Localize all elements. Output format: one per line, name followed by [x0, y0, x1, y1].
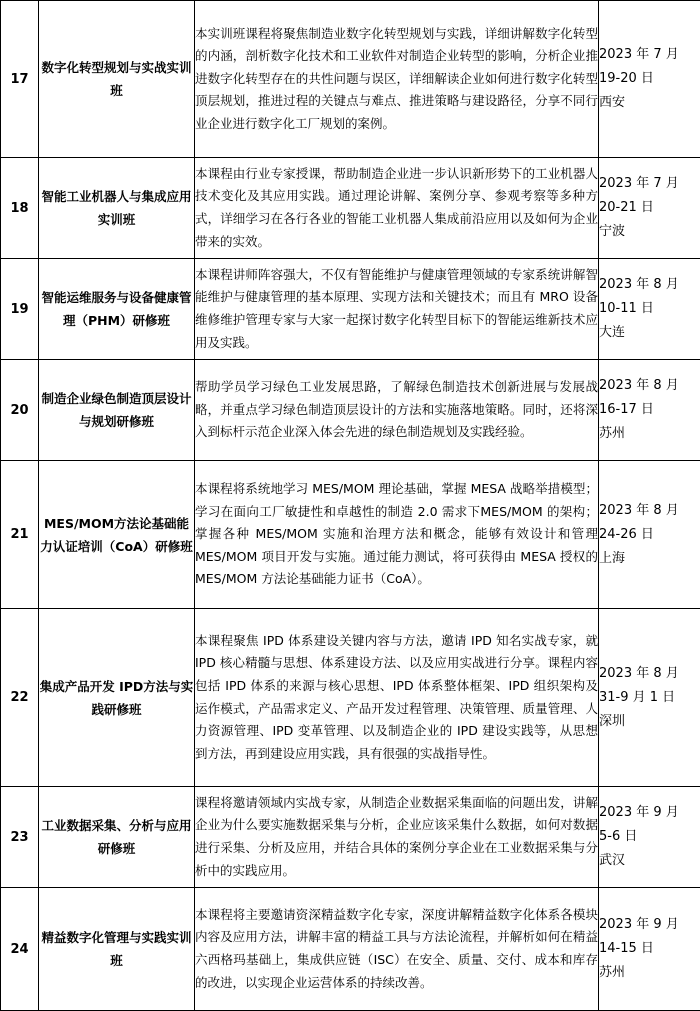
course-date-location	[599, 888, 700, 1011]
course-number: 24	[1, 888, 39, 1011]
course-date-days: 24-26 日	[599, 523, 700, 547]
course-city: 西安	[599, 91, 700, 115]
course-date-month: 2023 年 9 月	[599, 801, 700, 825]
course-title: 数字化转型规划与实战实训班	[39, 1, 195, 158]
course-city: 上海	[599, 547, 700, 571]
course-title: 工业数据采集、分析与应用研修班	[39, 787, 195, 888]
course-number: 17	[1, 1, 39, 158]
course-description: 本课程聚焦 IPD 体系建设关键内容与方法，邀请 IPD 知名实战专家，就 IPD 核心精髓与思想、体系建设方法、以及应用实战进行分享。课程内容包括 IPD 体系的来源与核心思想、IPD 体系整体框架、IPD 组织架构及运作模式，产品需求定义、产品开发过程管理、决策管理、质量管理、人力资源管理、IPD 变革管理、以及制造企业的 IPD 建设实践等，从思想到方法，再到建设应用实践，具有很强的实战指导性。	[195, 609, 599, 787]
course-city: 武汉	[599, 849, 700, 873]
course-date-month: 2023 年 9 月	[599, 913, 700, 937]
table-row	[1, 1, 700, 158]
course-number: 19	[1, 259, 39, 360]
table-row	[1, 888, 700, 1011]
course-date-days: 14-15 日	[599, 937, 700, 961]
course-description: 本实训班课程将聚焦制造业数字化转型规划与实践，详细讲解数字化转型的内涵，剖析数字化技术和工业软件对制造企业转型的影响，分析企业推进数字化转型存在的共性问题与误区，详细解读企业如何进行数字化转型顶层规划，推进过程的关键点与难点、推进策略与建设路径，分享不同行业企业进行数字化工厂规划的案例。	[195, 1, 599, 158]
course-description: 课程将邀请领域内实战专家，从制造企业数据采集面临的问题出发，讲解企业为什么要实施数据采集与分析，企业应该采集什么数据，如何对数据进行采集、分析及应用，并结合具体的案例分享企业在工业数据采集与分析中的实践应用。	[195, 787, 599, 888]
table-row	[1, 787, 700, 888]
table-row	[1, 461, 700, 609]
course-city: 苏州	[599, 422, 700, 446]
course-title: 集成产品开发 IPD方法与实践研修班	[39, 609, 195, 787]
course-date-days: 5-6 日	[599, 825, 700, 849]
course-date-location	[599, 1, 700, 158]
course-date-location	[599, 787, 700, 888]
course-description: 本课程将主要邀请资深精益数字化专家，深度讲解精益数字化体系各模块内容及应用方法，讲解丰富的精益工具与方法论流程，并解析如何在精益六西格玛基础上，集成供应链（ISC）在安全、质量、交付、成本和库存的改进，以实现企业运营体系的持续改善。	[195, 888, 599, 1011]
course-date-days: 20-21 日	[599, 196, 700, 220]
course-city: 苏州	[599, 961, 700, 985]
table-row	[1, 360, 700, 461]
course-date-location	[599, 259, 700, 360]
course-date-days: 10-11 日	[599, 297, 700, 321]
course-number: 18	[1, 158, 39, 259]
table-row	[1, 158, 700, 259]
course-date-month: 2023 年 7 月	[599, 43, 700, 67]
course-date-location	[599, 461, 700, 609]
course-city: 宁波	[599, 220, 700, 244]
table-row	[1, 609, 700, 787]
course-date-month: 2023 年 8 月	[599, 662, 700, 686]
course-date-location	[599, 360, 700, 461]
course-number: 21	[1, 461, 39, 609]
course-date-days: 31-9 月 1 日	[599, 686, 700, 710]
course-date-month: 2023 年 8 月	[599, 374, 700, 398]
course-date-location	[599, 158, 700, 259]
course-number: 20	[1, 360, 39, 461]
course-date-location	[599, 609, 700, 787]
course-title: 智能运维服务与设备健康管理（PHM）研修班	[39, 259, 195, 360]
course-date-month: 2023 年 8 月	[599, 273, 700, 297]
course-date-days: 19-20 日	[599, 67, 700, 91]
course-title: 智能工业机器人与集成应用实训班	[39, 158, 195, 259]
course-number: 23	[1, 787, 39, 888]
course-city: 大连	[599, 321, 700, 345]
course-date-days: 16-17 日	[599, 398, 700, 422]
course-title: 精益数字化管理与实践实训班	[39, 888, 195, 1011]
course-title: MES/MOM方法论基础能力认证培训（CoA）研修班	[39, 461, 195, 609]
course-description: 本课程讲师阵容强大，不仅有智能维护与健康管理领域的专家系统讲解智能维护与健康管理的基本原理、实现方法和关键技术；而且有 MRO 设备维修维护管理专家与大家一起探讨数字化转型目标下的智能运维新技术应用及实践。	[195, 259, 599, 360]
course-number: 22	[1, 609, 39, 787]
course-date-month: 2023 年 8 月	[599, 499, 700, 523]
course-date-month: 2023 年 7 月	[599, 172, 700, 196]
table-row	[1, 259, 700, 360]
course-description: 帮助学员学习绿色工业发展思路，了解绿色制造技术创新进展与发展战略，并重点学习绿色制造顶层设计的方法和实施落地策略。同时，还将深入到标杆示范企业深入体会先进的绿色制造规划及实践经验。	[195, 360, 599, 461]
course-title: 制造企业绿色制造顶层设计与规划研修班	[39, 360, 195, 461]
course-description: 本课程将系统地学习 MES/MOM 理论基础，掌握 MESA 战略举措模型；学习在面向工厂敏捷性和卓越性的制造 2.0 需求下MES/MOM 的架构；掌握各种 MES/MOM 实施和治理方法和概念，能够有效设计和管理 MES/MOM 项目开发与实施。通过能力测试，将可获得由 MESA 授权的 MES/MOM 方法论基础能力证书（CoA）。	[195, 461, 599, 609]
course-city: 深圳	[599, 710, 700, 734]
course-description: 本课程由行业专家授课，帮助制造企业进一步认识新形势下的工业机器人技术变化及其应用实践。通过理论讲解、案例分享、参观考察等多种方式，详细学习在各行各业的智能工业机器人集成前沿应用以及如何为企业带来的实效。	[195, 158, 599, 259]
